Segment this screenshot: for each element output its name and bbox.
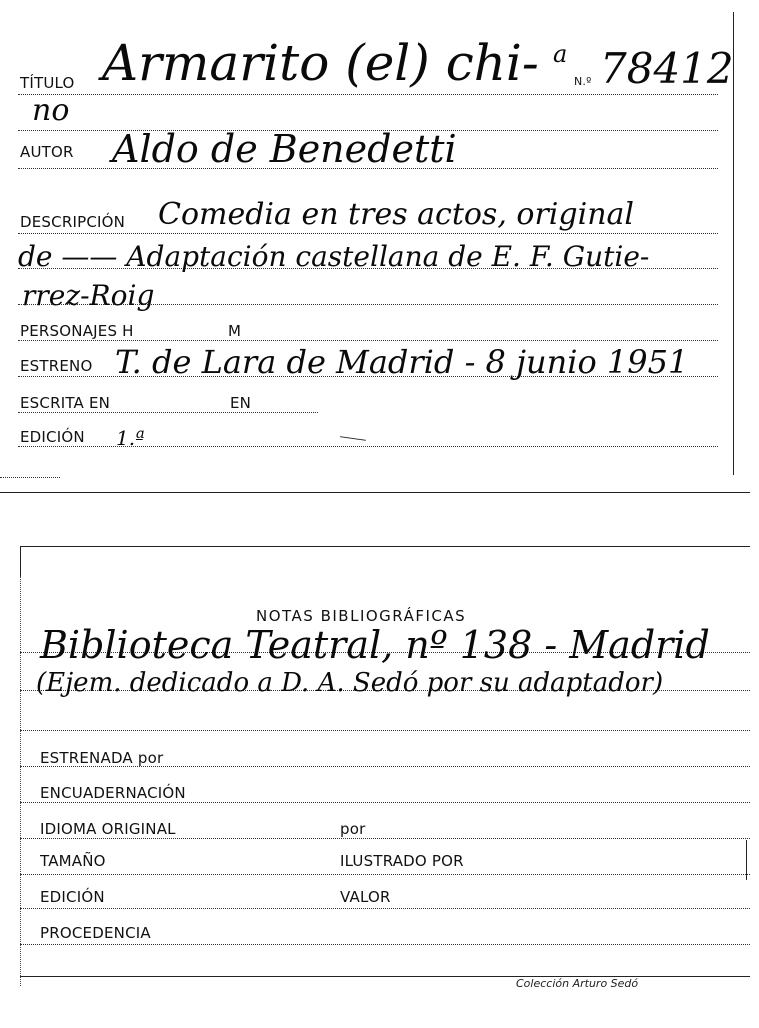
escrita-en-label: ESCRITA EN: [20, 394, 111, 412]
rule-line: [20, 802, 750, 803]
rule-line: [20, 874, 750, 875]
descripcion-label: DESCRIPCIÓN: [20, 213, 126, 231]
valor-label: VALOR: [340, 888, 391, 906]
rule-line: [18, 94, 718, 95]
collection-footer: Colección Arturo Sedó: [516, 977, 639, 990]
rule-line: [20, 730, 750, 731]
card-top-edge: [20, 546, 750, 547]
numero-label: N.º: [574, 75, 592, 88]
handwritten-notas-2: (Ejem. dedicado a D. A. Sedó por su adaptador): [36, 668, 664, 698]
handwritten-descripcion-2: de —— Adaptación castellana de E. F. Gutie-: [18, 240, 650, 273]
personajes-label: PERSONAJES H: [20, 322, 134, 340]
personajes-m-label: M: [228, 322, 242, 340]
estrenada-label: ESTRENADA por: [40, 749, 164, 767]
rule-line: [18, 233, 718, 234]
handwritten-titulo-cont: no: [32, 93, 70, 128]
handwritten-titulo: Armarito (el) chi-: [102, 34, 539, 92]
catalog-card-top: [0, 0, 759, 495]
autor-label: AUTOR: [20, 143, 74, 161]
card-bottom-rule: [20, 976, 750, 977]
handwritten-notas-1: Biblioteca Teatral, nº 138 - Madrid: [40, 623, 710, 667]
rule-line: [0, 477, 60, 478]
edicion-label: EDICIÓN: [20, 428, 85, 446]
idioma-label: IDIOMA ORIGINAL: [40, 820, 176, 838]
rule-line: [20, 838, 750, 839]
rule-line: [20, 944, 750, 945]
handwritten-estreno: T. de Lara de Madrid - 8 junio 1951: [115, 343, 689, 381]
escrita-en-2-label: EN: [230, 394, 252, 412]
titulo-label: TÍTULO: [20, 74, 75, 92]
rule-line: [18, 340, 718, 341]
handwritten-numero-sup: a: [553, 40, 568, 68]
handwritten-descripcion-1: Comedia en tres actos, original: [158, 197, 635, 232]
ilustrado-label: ILUSTRADO POR: [340, 852, 464, 870]
handwritten-edicion: 1.ª: [116, 426, 145, 450]
por-label: por: [340, 820, 366, 838]
rule-line: [20, 908, 750, 909]
edicion-label: EDICIÓN: [40, 888, 105, 906]
handwritten-autor: Aldo de Benedetti: [112, 127, 457, 171]
card-left-border: [20, 546, 21, 576]
rule-line: [18, 412, 318, 413]
estreno-label: ESTRENO: [20, 357, 93, 375]
encuadernacion-label: ENCUADERNACIÓN: [40, 784, 186, 802]
card-bottom-edge: [0, 492, 750, 493]
procedencia-label: PROCEDENCIA: [40, 924, 151, 942]
notas-heading: NOTAS BIBLIOGRÁFICAS: [256, 607, 467, 625]
handwritten-numero: 78412: [600, 44, 734, 93]
catalog-card-bottom: [0, 540, 759, 1028]
ink-mark: [340, 436, 366, 441]
card-left-margin: [20, 576, 21, 986]
handwritten-descripcion-3: rrez-Roig: [22, 279, 155, 312]
tamano-label: TAMAÑO: [40, 852, 106, 870]
